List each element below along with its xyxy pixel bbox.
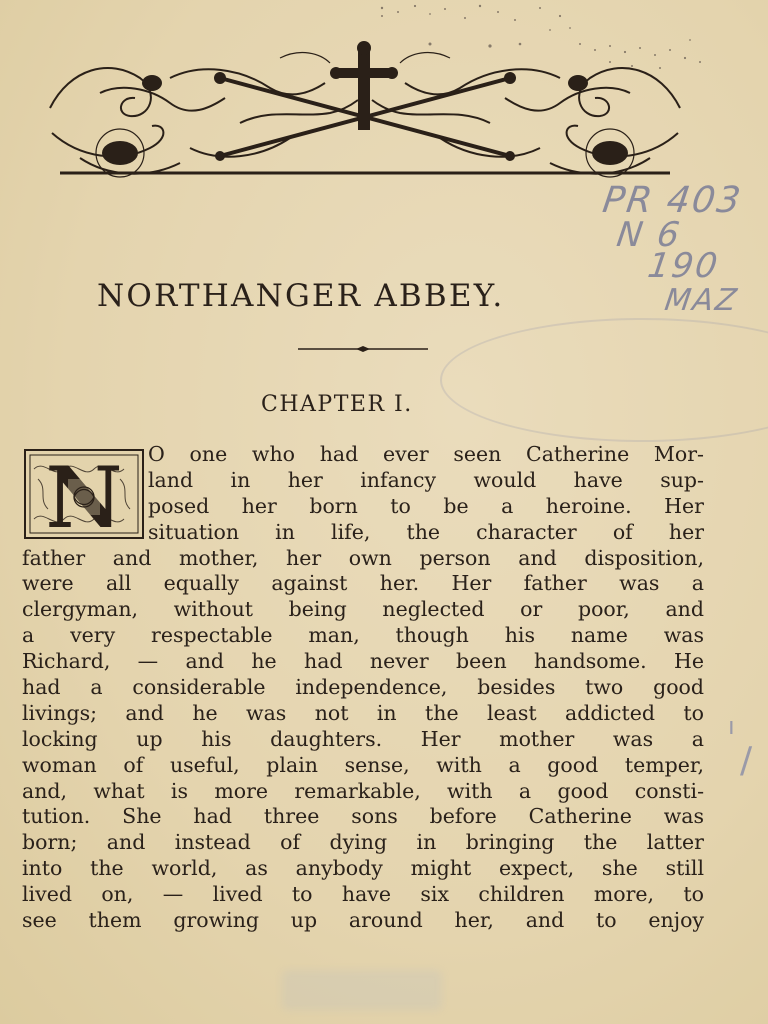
text-line: land in her infancy would have sup-: [148, 467, 704, 492]
call-number-line-3: 190: [645, 246, 722, 286]
text-line: born; and instead of dying in bringing the latter: [22, 830, 704, 855]
text-line: O one who had ever seen Catherine Mor-: [148, 442, 704, 466]
text-line: posed her born to be a heroine. Her: [148, 493, 704, 518]
ornamental-headpiece: [40, 38, 690, 186]
text-line: were all equally against her. Her father was a: [22, 571, 704, 596]
ornamental-rule: [298, 346, 428, 352]
text-line: and, what is more remarkable, with a good consti-: [22, 778, 704, 803]
margin-pencil-mark: ı: [728, 712, 735, 740]
chapter-heading: CHAPTER I.: [261, 392, 413, 417]
text-line: locking up his daughters. Her mother was a: [22, 726, 704, 751]
text-line: situation in life, the character of her: [148, 519, 704, 544]
text-line: had a considerable independence, besides two good: [22, 675, 704, 700]
svg-text:N: N: [45, 449, 123, 539]
text-line: livings; and he was not in the least addicted to: [22, 700, 704, 725]
call-number-line-2: N 6: [614, 215, 684, 255]
text-line: into the world, as anybody might expect, she still: [22, 856, 704, 881]
text-line: father and mother, her own person and disposition,: [22, 545, 704, 570]
call-number-line-4: MAZ: [662, 283, 741, 318]
text-line: woman of useful, plain sense, with a good temper,: [22, 752, 704, 777]
book-title: NORTHANGER ABBEY.: [97, 278, 505, 314]
text-line: tution. She had three sons before Catherine was: [22, 804, 704, 829]
text-line: clergyman, without being neglected or poor, and: [22, 597, 704, 622]
call-number-line-1: PR 403: [600, 180, 745, 221]
text-line: Richard, — and he had never been handsome. He: [22, 649, 704, 674]
bleed-through-mark: [282, 970, 442, 1010]
text-line: lived on, — lived to have six children more, to: [22, 882, 704, 907]
faint-library-stamp: [440, 318, 768, 442]
margin-pencil-mark: /: [740, 740, 753, 781]
text-line: a very respectable man, though his name was: [22, 623, 704, 648]
text-line: see them growing up around her, and to enjoy: [22, 908, 704, 933]
chapter-text: [22, 442, 704, 934]
